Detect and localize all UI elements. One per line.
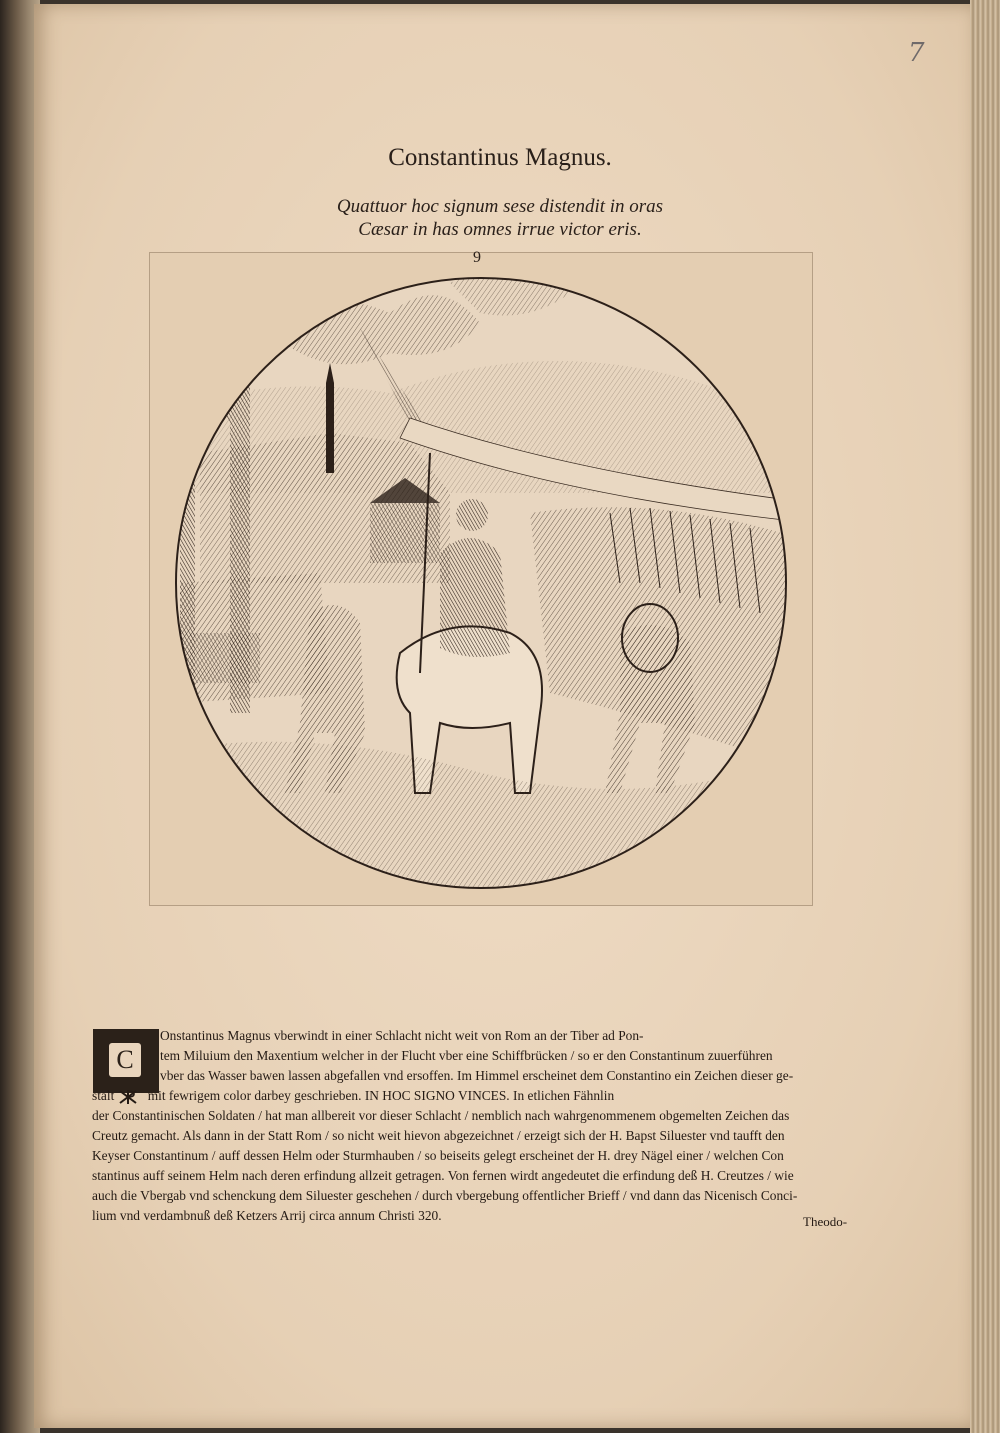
chi-rho-icon <box>114 1090 144 1104</box>
text-line: der Constantinischen Soldaten / hat man allbereit vor dieser Schlacht / nemblich nach wahrgenommenem obgemelten Zeichen das <box>92 1108 790 1123</box>
initial-letter: C <box>109 1043 141 1077</box>
text-line: Creutz gemacht. Als dann in der Statt Rom / so nicht weit hievon abgezeichnet / erzeigt sich der H. Bapst Siluester vnd taufft den <box>92 1128 785 1143</box>
text-line: tem Miluium den Maxentium welcher in der Flucht vber eine Schiffbrücken / so er den Constantinum zuuerführen <box>160 1048 773 1063</box>
motto-line-1: Quattuor hoc signum sese distendit in oras <box>336 196 664 217</box>
stalt-word: stalt <box>92 1088 115 1103</box>
folio-number: 7 <box>908 38 925 68</box>
description-text <box>92 1026 882 1226</box>
text-line: Onstantinus Magnus vberwindt in einer Schlacht nicht weit von Rom an der Tiber ad Pon- <box>160 1028 644 1043</box>
text-line: Keyser Constantinum / auff dessen Helm oder Sturmhauben / so beiseits gelegt erscheinet der H. drey Nägel einer / welchen Con <box>92 1148 784 1163</box>
text-line: auch die Vbergab vnd schenckung dem Siluester geschehen / durch vbergebung offentlicher Brieff / vnd dann das Nicenisch Conci- <box>92 1188 798 1203</box>
text-line-with-symbol <box>92 1086 882 1106</box>
engraving-plate <box>149 252 813 906</box>
text-line-segment: mit fewrigem color darbey geschrieben. IN HOC SIGNO VINCES. In etlichen Fähnlin <box>147 1088 615 1103</box>
motto-line-2: Cæsar in has omnes irrue victor eris. <box>358 219 642 240</box>
text-line: lium vnd verdambnuß deß Ketzers Arrij circa annum Christi 320. <box>92 1208 442 1223</box>
engraving-illustration <box>150 253 812 905</box>
text-line: vber das Wasser bawen lassen abgefallen vnd ersoffen. Im Himmel erscheinet dem Constantino ein Zeichen dieser ge- <box>160 1068 794 1083</box>
catchword: Theodo- <box>803 1214 848 1229</box>
plate-number: 9 <box>473 249 481 266</box>
text-line: stantinus auff seinem Helm nach deren erfindung allzeit getragen. Von fernen wirdt angedeutet die erfindung deß H. Creutzes / wie <box>92 1168 794 1183</box>
page-title: Constantinus Magnus. <box>388 144 612 171</box>
